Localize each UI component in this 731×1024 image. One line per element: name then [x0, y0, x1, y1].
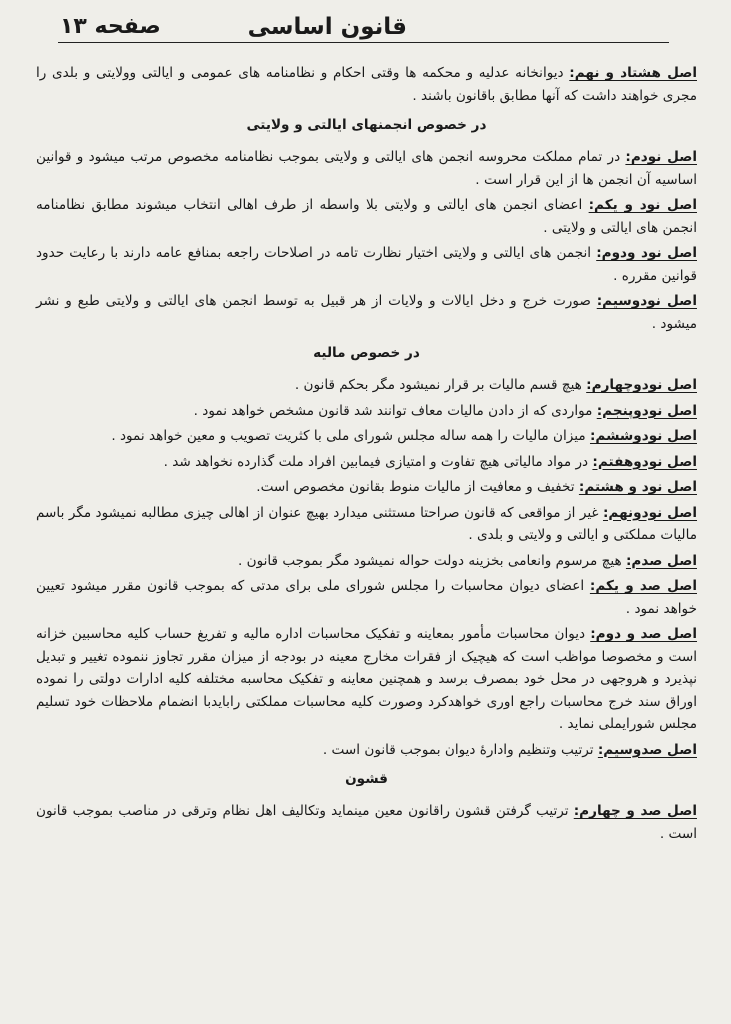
article-103: [36, 739, 697, 762]
article-text: غیر از مواقعی که قانون صراحتا مستثنی میدارد بهیچ عنوان از اهالی چیزی مطالبه نمیشود مگر باسم مالیات مملکتی و ایالتی و ولایتی و بلدی .: [36, 504, 697, 543]
article-label: اصل نودوهفتم:: [592, 453, 697, 470]
article-101: [36, 575, 697, 620]
article-label: اصل نود و یکم:: [588, 197, 697, 213]
article-text: مواردی که از دادن مالیات معاف توانند شد قانون مشخص خواهد نمود .: [193, 402, 597, 419]
article-label: اصل صد و چهارم:: [573, 803, 697, 819]
article-91: [36, 194, 697, 239]
article-94: [36, 374, 697, 397]
article-text: در تمام مملکت محروسه انجمن های ایالتی و ولایتی بموجب نظامنامه مخصوص مرتب میشود و قوانین اساسیه آن انجمن ها از این قرار است .: [36, 149, 697, 188]
article-label: اصل نودم:: [625, 149, 697, 165]
article-label: اصل نودوچهارم:: [586, 377, 697, 393]
document-body: [36, 62, 697, 845]
article-text: هیچ مرسوم وانعامی بخزینه دولت حواله نمیشود مگر بموجب قانون .: [237, 552, 626, 569]
article-89: [36, 62, 697, 107]
article-text: هیچ قسم مالیات بر قرار نمیشود مگر بحکم قانون .: [294, 377, 587, 393]
article-label: اصل نودوپنجم:: [596, 402, 697, 419]
article-text: میزان مالیات را همه ساله مجلس شورای ملی با کثریت تصویب و معین خواهد نمود .: [111, 428, 590, 444]
header-title: قانون اساسی: [247, 14, 407, 40]
page-number: صفحه ۱۳: [60, 14, 161, 39]
article-label: اصل نود و هشتم:: [578, 479, 697, 495]
article-text: اعضای انجمن های ایالتی و ولایتی بلا واسطه از طرف اهالی انتخاب میشوند مطابق نظامنامه انجمن های ایالتی و ولایتی .: [36, 197, 697, 236]
article-93: [36, 290, 697, 335]
article-label: اصل نودوششم:: [589, 428, 697, 444]
article-label: اصل هشتاد و نهم:: [569, 65, 697, 81]
article-label: اصل نودوسیم:: [596, 293, 697, 309]
article-text: دیوان محاسبات مأمور بمعاینه و تفکیک محاسبات اداره مالیه و تفریغ حساب کلیه محاسبین خزانه است و مخصوصا مواظب است که هیچیک از فقرات مخارج معینه در بودجه از میزان مقرر تجاوز ننموده تغییر و تبدیل نپذیرد و هروجهی در محل خود بمصرف برسد و همچنین معاینه و تفکیک محاسبه مختلفه کلیه ادارات دولتی را نموده اوراق سند خرج محاسبات راجع اوری خواهدکرد وصورت کلیه محاسبات مملکتی رابایدبا انضمام ملاحظات خود تسلیم مجلس شورایملی نماید .: [36, 626, 697, 732]
article-label: اصل صدوسیم:: [597, 741, 697, 758]
article-text: صورت خرج و دخل ایالات و ولایات از هر قبیل به توسط انجمن های ایالتی و ولایتی طبع و نشر میشود .: [36, 293, 697, 332]
article-text: انجمن های ایالتی و ولایتی اختیار نظارت تامه در اصلاحات راجعه بمنافع عامه دارند با رعایت حدود قوانین مقرره .: [36, 245, 697, 284]
article-label: اصل صدم:: [625, 552, 697, 569]
article-90: [36, 146, 697, 191]
article-text: دیوانخانه عدلیه و محکمه ها وقتی احکام و نظامنامه های عمومی و ایالتی وولایتی و بلدی را مجری خواهند داشت که آنها مطابق باقانون باشند .: [36, 65, 697, 104]
article-102: [36, 623, 697, 736]
article-95: [36, 400, 697, 423]
article-label: اصل صد و یکم:: [589, 578, 697, 594]
article-100: [36, 550, 697, 573]
section-heading-finance: در خصوص مالیه: [313, 345, 420, 361]
section-heading-councils: در خصوص انجمنهای ایالتی و ولایتی: [246, 117, 487, 133]
article-text: در مواد مالیاتی هیچ تفاوت و امتیازی فیمابین افراد ملت گذارده نخواهد شد .: [163, 453, 593, 470]
article-text: ترتیب گرفتن قشون راقانون معین مینماید وتکالیف اهل نظام وترقی در مناصب بموجب قانون است .: [36, 803, 697, 842]
article-104: [36, 800, 697, 845]
article-label: اصل نودونهم:: [602, 504, 698, 521]
article-text: ترتیب وتنظیم وادارهٔ دیوان بموجب قانون است .: [322, 741, 598, 758]
article-98: [36, 476, 697, 499]
article-99: [36, 502, 697, 547]
article-text: تخفیف و معافیت از مالیات منوط بقانون مخصوص است.: [256, 479, 579, 495]
article-97: [36, 451, 697, 474]
section-heading-army: قشون: [345, 771, 388, 787]
article-96: [36, 425, 697, 448]
article-label: اصل نود ودوم:: [596, 245, 697, 261]
article-label: اصل صد و دوم:: [590, 626, 698, 642]
header-rule: [58, 42, 669, 43]
article-92: [36, 242, 697, 287]
article-text: اعضای دیوان محاسبات را مجلس شورای ملی برای مدتی که بموجب قانون مقرر میشود تعیین خواهد نمود .: [36, 578, 697, 617]
